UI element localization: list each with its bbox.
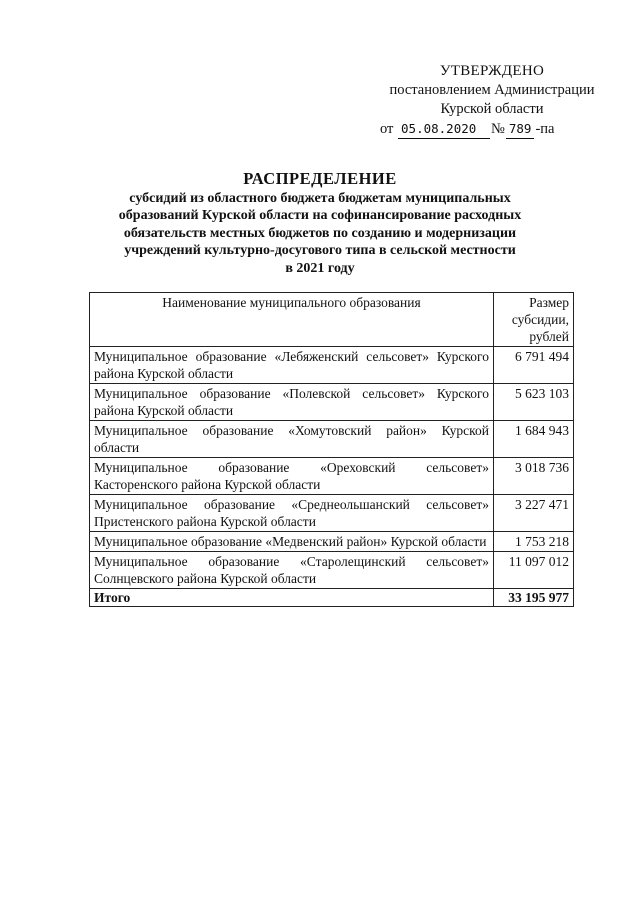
total-amount: 33 195 977 [494,589,574,607]
total-row [90,589,574,607]
row-name: Муниципальное образование «Среднеольшанский сельсовет» Пристенского района Курской области [90,495,494,532]
title-line-1: субсидий из областного бюджета бюджетам муниципальных [129,190,511,206]
table-row [90,421,574,458]
row-name: Муниципальное образование «Хомутовский район» Курской области [90,421,494,458]
header-amount-line-3: рублей [529,329,569,344]
total-label: Итого [90,589,494,607]
number-prefix: № [491,121,505,137]
approval-date: 05.08.2020 [398,119,490,139]
row-name: Муниципальное образование «Лебяженский сельсовет» Курского района Курской области [90,347,494,384]
title-line-3: обязательств местных бюджетов по созданию и модернизации [123,225,517,241]
table-header-row [90,293,574,347]
approval-date-line [372,119,612,139]
table-row [90,552,574,589]
title-main: РАСПРЕДЕЛЕНИЕ [243,169,397,188]
row-amount: 3 227 471 [494,495,574,532]
row-amount: 5 623 103 [494,384,574,421]
table-row [90,458,574,495]
number-suffix: -па [535,121,555,137]
subsidy-table [89,292,574,607]
row-name: Муниципальное образование «Полевской сельсовет» Курского района Курской области [90,384,494,421]
title-line-5: в 2021 году [285,260,355,276]
header-name: Наименование муниципального образования [90,293,494,347]
row-name: Муниципальное образование «Ореховский сельсовет» Касторенского района Курской области [90,458,494,495]
row-amount: 3 018 736 [494,458,574,495]
table-row [90,532,574,552]
header-amount-line-2: субсидии, [511,312,569,327]
table-row [90,384,574,421]
approval-number: 789 [506,119,535,139]
approval-line-1: постановлением Администрации [389,82,595,98]
document-title [92,170,548,277]
row-name: Муниципальное образование «Старолещинский сельсовет» Солнцевского района Курской области [90,552,494,589]
header-amount-line-1: Размер [529,295,569,310]
approval-stamp [372,62,612,139]
date-prefix: от [380,121,394,137]
title-line-4: учреждений культурно-досугового типа в сельской местности [124,243,516,258]
row-name: Муниципальное образование «Медвенский район» Курской области [90,532,494,552]
row-amount: 6 791 494 [494,347,574,384]
row-amount: 11 097 012 [494,552,574,589]
approval-line-2: Курской области [440,101,544,117]
row-amount: 1 753 218 [494,532,574,552]
title-line-2: образований Курской области на софинансирование расходных [118,208,522,223]
table-row [90,495,574,532]
row-amount: 1 684 943 [494,421,574,458]
header-amount [494,293,574,347]
approval-heading: УТВЕРЖДЕНО [439,63,545,79]
table-row [90,347,574,384]
